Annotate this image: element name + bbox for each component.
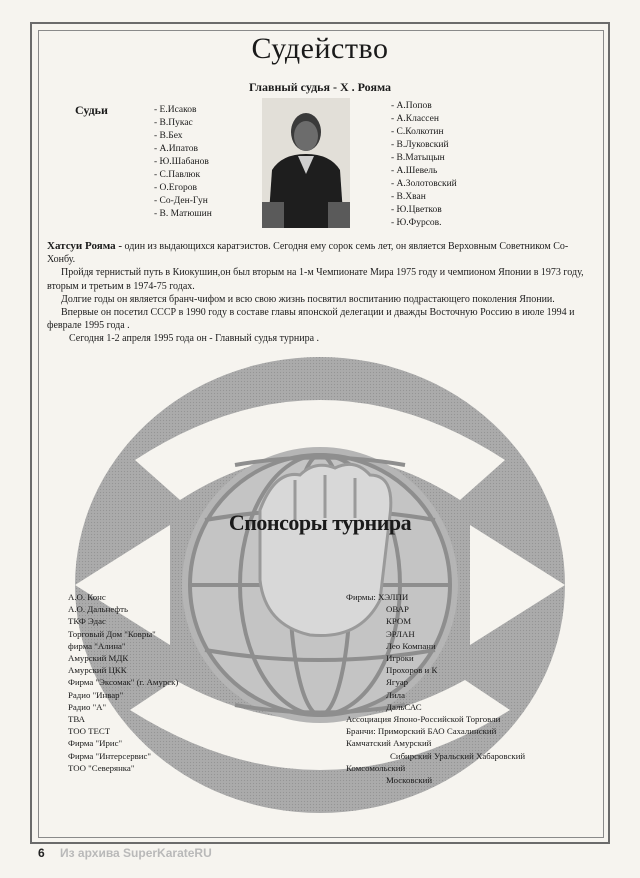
sponsor-item: фирма "Алина" (68, 640, 126, 651)
sponsor-item: Амурский МДК (68, 653, 129, 664)
sponsor-item: Лео Компани (386, 640, 436, 651)
judge-name: - В.Пукас (154, 117, 212, 130)
archive-watermark: Из архива SuperKarateRU (60, 846, 212, 860)
judge-name: - Ю.Цветков (391, 204, 457, 217)
sponsor-item: ТКФ Эдас (68, 616, 106, 627)
sponsor-item: ХЭЛПИ (378, 592, 409, 602)
page-number: 6 (38, 846, 45, 860)
chief-judge-photo (262, 98, 350, 228)
sponsor-item: А.О. Конс (68, 592, 106, 602)
sponsors-right-list (346, 591, 525, 786)
judges-label: Судьи (75, 103, 108, 117)
sponsor-item: А.О. Дальнефть (68, 604, 128, 615)
firms-label: Фирмы: (346, 592, 376, 602)
chief-judge-line: Главный судья - Х . Рояма (248, 80, 392, 94)
sponsor-item: Ягуар (386, 677, 409, 688)
judge-name: - Ю.Шабанов (154, 156, 212, 169)
sponsor-firms-row (346, 591, 525, 603)
sponsor-association: Ассоциация Японо-Российской Торговли (346, 714, 501, 725)
sponsor-item: ОВАР (386, 604, 409, 615)
sponsor-item: Игроки (386, 653, 414, 664)
judge-name: - А.Шевель (391, 165, 457, 178)
sponsor-branches: Комсомольский (346, 762, 406, 773)
sponsor-item: Амурский ЦКК (68, 665, 127, 676)
judge-name: - Ю.Фурсов. (391, 217, 457, 230)
bio-paragraph-4: Впервые он посетил СССР в 1990 году в составе главы японской делегации и дважды Восточную Россию в июле 1994 и феврале 1995 года . (47, 307, 575, 332)
judge-name: - В.Хван (391, 191, 457, 204)
bio-paragraph-3: Долгие годы он является бранч-чифом и всю свою жизнь посвятил воспитанию подрастающего поколения Японии. (61, 293, 555, 305)
judge-name: - В.Бех (154, 130, 212, 143)
sponsor-item: Торговый Дом "Ковры" (68, 628, 156, 639)
sponsor-item: ТОО "Северянка" (68, 762, 135, 773)
bio-paragraph-2: Пройдя тернистый путь в Киокушин,он был вторым на 1-м Чемпионате Мира 1975 году и чемпионом Японии в 1973 году, вторым и третьим в 1974-75 годах. (47, 267, 584, 292)
judge-name: - Е.Исаков (154, 104, 212, 117)
sponsor-branches: Сибирский Уральский Хабаровский (390, 750, 526, 761)
sponsor-item: Прохоров и К (386, 665, 438, 676)
judge-name: - А.Ипатов (154, 143, 212, 156)
sponsor-branches: Бранчи: Приморский БАО Сахалинский (346, 726, 497, 737)
sponsor-item: КРОМ (386, 616, 412, 627)
sponsor-item: ТВА (68, 714, 86, 725)
judge-name: - А.Классен (391, 113, 457, 126)
biography (47, 240, 595, 346)
page-title: Судейство (251, 32, 389, 65)
sponsor-item: ТОО ТЕСТ (68, 726, 111, 737)
judge-name: - А.Золотовский (391, 178, 457, 191)
judge-name: - В. Матюшин (154, 208, 212, 221)
judges-right-list (391, 100, 457, 230)
sponsors-title: Спонсоры турнира (228, 510, 412, 535)
sponsor-item: Фирма "Эксомак" (г. Амурск) (68, 677, 179, 688)
sponsor-item: Фирма "Ирис" (68, 738, 123, 749)
judge-name: - О.Егоров (154, 182, 212, 195)
judge-name: - Со-Ден-Гун (154, 195, 212, 208)
sponsor-item: Фирма "Интерсервис" (68, 750, 152, 761)
sponsor-item: Радио "А" (68, 701, 107, 712)
judges-left-list (154, 104, 212, 221)
sponsor-item: ЭРЛАН (386, 628, 415, 639)
judge-name: - А.Попов (391, 100, 457, 113)
judge-name: - В.Матыцын (391, 152, 457, 165)
bio-name: Хатсуи Рояма - (47, 240, 123, 252)
bio-paragraph-1: один из выдающихся каратэистов. Сегодня ему сорок семь лет, он является Верховным Советником Со-Хонбу. (47, 241, 569, 266)
bio-paragraph-5: Сегодня 1-2 апреля 1995 года он - Главный судья турнира . (69, 333, 320, 345)
sponsor-item: Радио "Инвар" (68, 689, 124, 700)
judge-name: - С.Павлюк (154, 169, 212, 182)
judge-name: - В.Луковский (391, 139, 457, 152)
sponsor-branches: Московский (386, 775, 433, 786)
sponsor-item: Лила (386, 689, 405, 700)
sponsors-left-list (68, 591, 178, 774)
sponsor-branches: Камчатский Амурский (346, 738, 432, 749)
sponsor-item: ДальСАС (386, 701, 422, 712)
judge-name: - С.Колкотин (391, 126, 457, 139)
